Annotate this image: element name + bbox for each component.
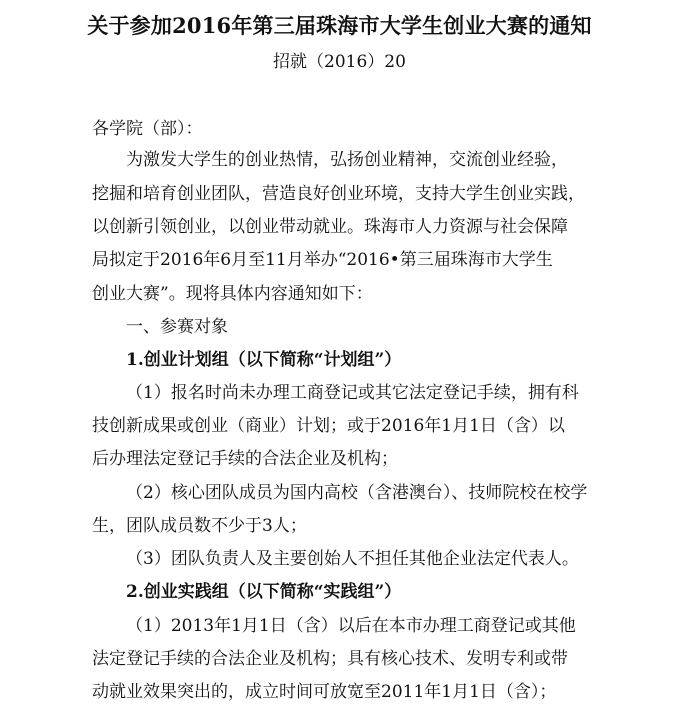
subsection-heading: 1.创业计划组（以下简称“计划组”）: [126, 350, 402, 370]
paragraph-line: 法定登记手续的合法企业及机构；具有核心技术、发明专利或带: [92, 649, 568, 669]
paragraph-line: 局拟定于2016年6月至11月举办“2016•第三届珠海市大学生: [92, 250, 553, 270]
paragraph-line: （1）报名时尚未办理工商登记或其它法定登记手续，拥有科: [126, 383, 579, 403]
paragraph-line: 以创新引领创业，以创业带动就业。珠海市人力资源与社会保障: [92, 217, 568, 237]
paragraph-line: （3）团队负责人及主要创始人不担任其他企业法定代表人。: [126, 549, 579, 569]
paragraph-line: 动就业效果突出的，成立时间可放宽至2011年1月1日（含）；: [92, 682, 557, 702]
paragraph-line: 后办理法定登记手续的合法企业及机构；: [92, 449, 398, 469]
document-title: 关于参加2016年第三届珠海市大学生创业大赛的通知: [87, 13, 592, 38]
paragraph-line: 技创新成果或创业（商业）计划；或于2016年1月1日（含）以: [92, 416, 565, 436]
document-number: 招就（2016）20: [273, 52, 406, 72]
section-heading: 一、参赛对象: [126, 317, 228, 337]
paragraph-line: （1）2013年1月1日（含）以后在本市办理工商登记或其他: [126, 616, 576, 636]
paragraph-line: 创业大赛”。现将具体内容通知如下：: [92, 284, 373, 304]
paragraph-line: 生，团队成员数不少于3人；: [92, 516, 307, 536]
subsection-heading: 2.创业实践组（以下简称“实践组”）: [126, 582, 402, 602]
paragraph-line: 挖掘和培育创业团队，营造良好创业环境，支持大学生创业实践，: [92, 184, 585, 204]
paragraph-line: （2）核心团队成员为国内高校（含港澳台）、技师院校在校学: [126, 483, 588, 503]
paragraph-line: 为激发大学生的创业热情，弘扬创业精神，交流创业经验，: [126, 150, 568, 170]
salutation: 各学院（部）：: [92, 119, 203, 139]
